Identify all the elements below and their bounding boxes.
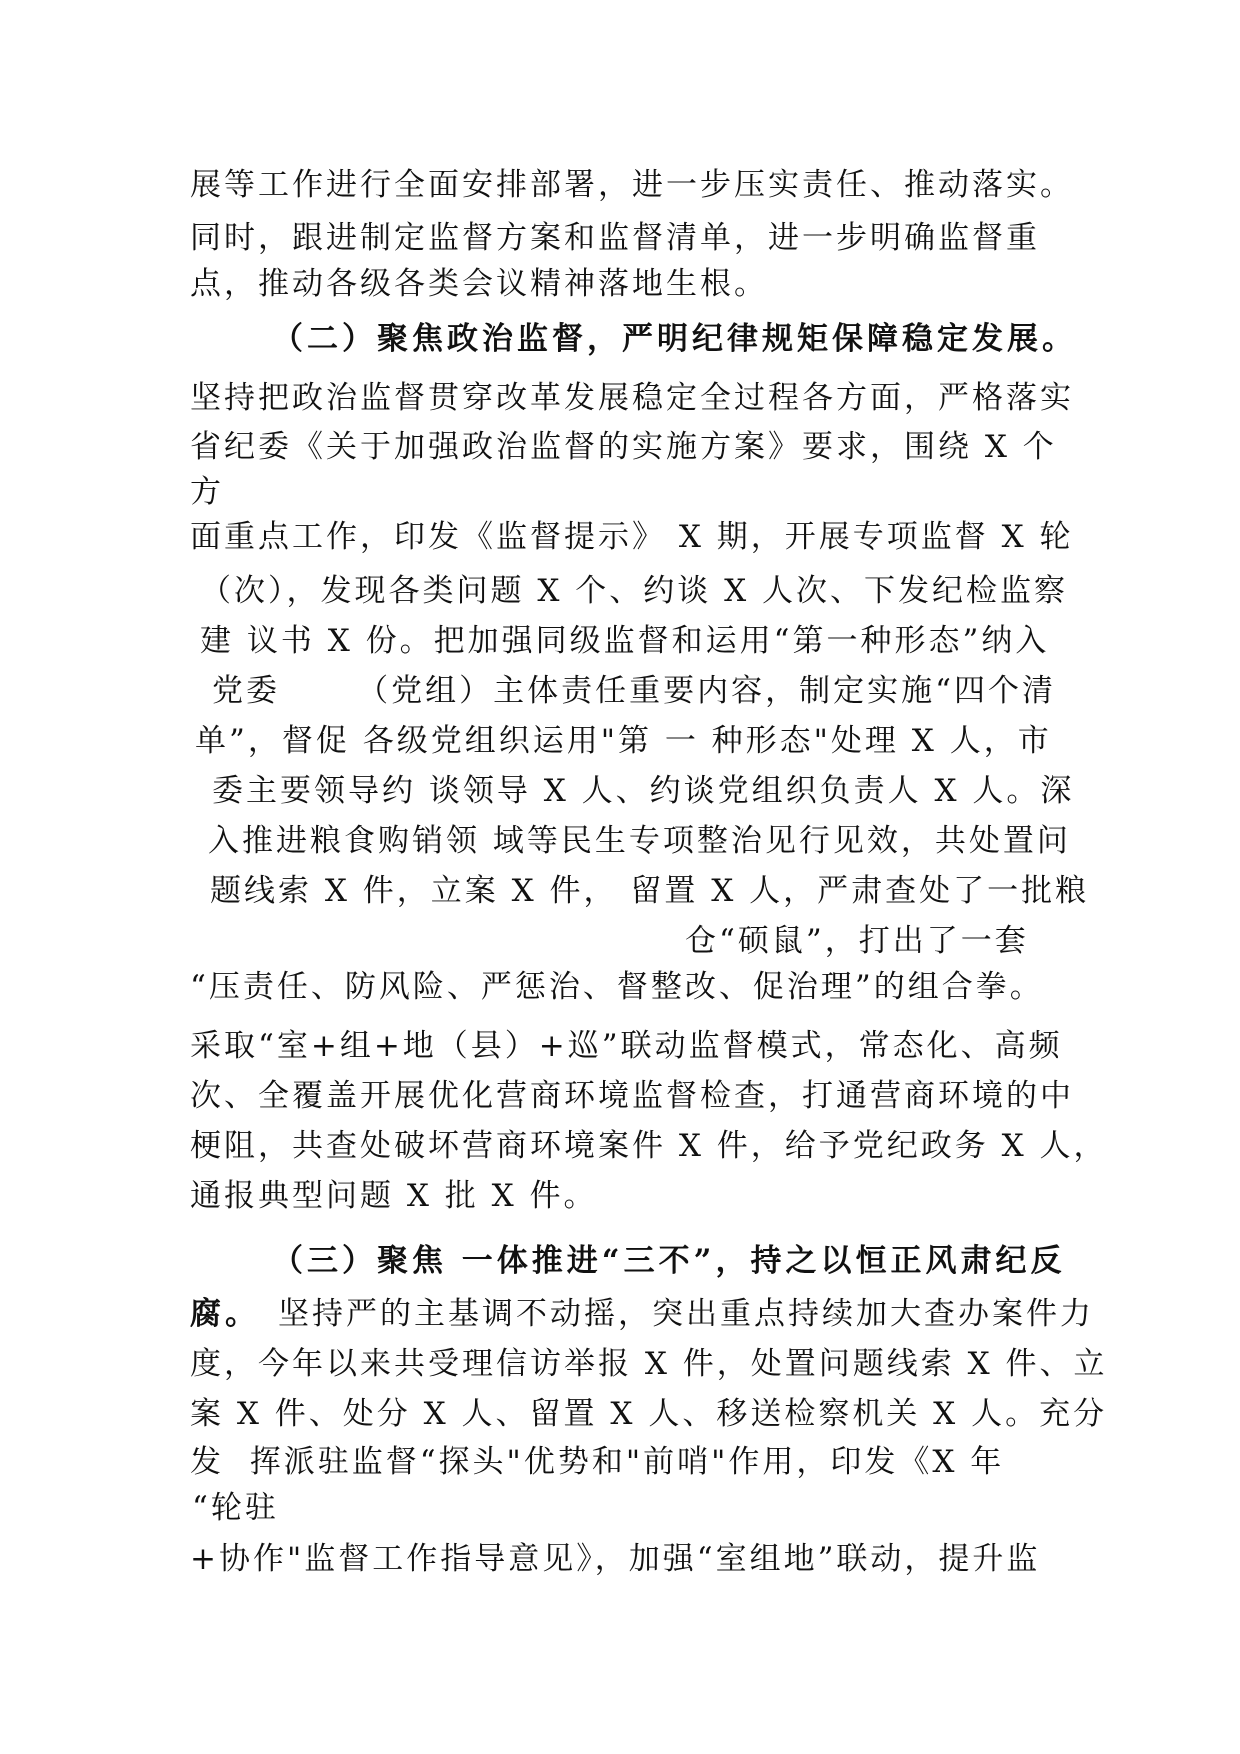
body-line: 单”，督促 各级党组织运用"第 一 种形态"处理 X 人，市 [195,723,1052,759]
body-line-text: 坚持严的主基调不动摇，突出重点持续加大查办案件力 [278,1296,1094,1332]
section-heading-2: （二）聚焦政治监督，严明纪律规矩保障稳定发展。 [272,321,1077,357]
body-line: 面重点工作，印发《监督提示》 X 期，开展专项监督 X 轮 [190,519,1074,555]
section-heading-3: （三）聚焦 一体推进“三不”，持之以恒正风肃纪反 [272,1243,1066,1279]
body-line: 委主要领导约 谈领导 X 人、约谈党组织负责人 X 人。深 [212,773,1075,809]
body-line: 方 [190,474,224,510]
body-line: 点，推动各级各类会议精神落地生根。 [190,266,768,302]
body-line: 党委 （党组）主体责任重要内容，制定实施“四个清 [212,673,1056,709]
body-line: 梗阻，共查处破坏营商环境案件 X 件，给予党纪政务 X 人， [190,1128,1108,1164]
body-line: 次、全覆盖开展优化营商环境监督检查，打通营商环境的中 [190,1078,1074,1114]
body-line: “轮驻 [192,1490,279,1526]
body-line: 仓“硕鼠”，打出了一套 [685,923,1029,959]
body-line: （次），发现各类问题 X 个、约谈 X 人次、下发纪检监察 [200,573,1069,609]
body-line: 省纪委《关于加强政治监督的实施方案》要求，围绕 X 个 [190,429,1057,465]
section-heading-3-tail: 腐。 [190,1296,260,1332]
body-line: 度，今年以来共受理信访举报 X 件，处置问题线索 X 件、立 [190,1346,1108,1382]
body-line: 采取“室+组+地（县）+巡”联动监督模式，常态化、高频 [190,1028,1063,1064]
body-line: 建 议书 X 份。把加强同级监督和运用“第一种形态”纳入 [200,623,1050,659]
body-line: 展等工作进行全面安排部署，进一步压实责任、推动落实。 [190,167,1074,203]
body-line: 案 X 件、处分 X 人、留置 X 人、移送检察机关 X 人。充分 [190,1396,1108,1432]
body-line: 题线索 X 件，立案 X 件， 留置 X 人，严肃查处了一批粮 [210,873,1090,909]
body-line: “压责任、防风险、严惩治、督整改、促治理”的组合拳。 [190,969,1044,1005]
body-line: 同时，跟进制定监督方案和监督清单，进一步明确监督重 [190,220,1040,256]
body-line: +协作"监督工作指导意见》，加强“室组地”联动，提升监 [190,1541,1041,1577]
body-line [190,1293,1094,1335]
body-line: 发 挥派驻监督“探头"优势和"前哨"作用，印发《X 年 [190,1444,1005,1480]
body-line: 入推进粮食购销领 域等民生专项整治见行见效，共处置问 [208,823,1071,859]
body-line: 通报典型问题 X 批 X 件。 [190,1178,598,1214]
body-line: 坚持把政治监督贯穿改革发展稳定全过程各方面，严格落实 [190,380,1074,416]
